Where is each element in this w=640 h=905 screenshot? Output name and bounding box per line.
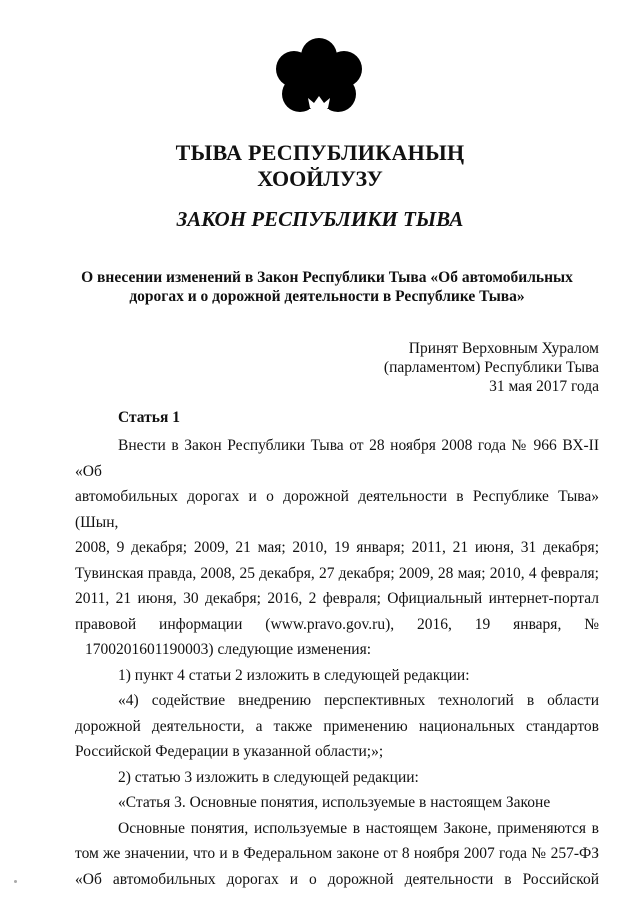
- body-line: Внести в Закон Республики Тыва от 28 ноября 2008 года № 966 ВХ-II «Об: [75, 437, 599, 480]
- body-line: Российской Федерации в указанной области;»;: [75, 743, 384, 760]
- header-line-2: ХООЙЛУЗУ: [257, 166, 383, 191]
- body-line: 1700201601190003) следующие изменения:: [85, 641, 372, 658]
- subject-line-1: О внесении изменений в Закон Республики Тыва «Об автомобильных: [81, 269, 573, 286]
- body-line: автомобильных дорогах и о дорожной деятельности в Республике Тыва» (Шын,: [75, 488, 599, 531]
- body-line: «Статья 3. Основные понятия, используемые в настоящем Законе: [118, 794, 551, 811]
- body-line: 1) пункт 4 статьи 2 изложить в следующей редакции:: [118, 666, 470, 684]
- subject-line-2: дорогах и о дорожной деятельности в Республике Тыва»: [129, 288, 525, 305]
- law-subject: [62, 268, 592, 306]
- adoption-note: [384, 339, 599, 396]
- body-line: 2008, 9 декабря; 2009, 21 мая; 2010, 19 января; 2011, 21 июня, 31 декабря;: [75, 539, 599, 556]
- adoption-line-2: (парламентом) Республики Тыва: [383, 359, 599, 376]
- body-line: 2011, 21 июня, 30 декабря; 2016, 2 февраля; Официальный интернет-портал: [75, 590, 599, 607]
- law-title: ЗАКОН РЕСПУБЛИКИ ТЫВА: [176, 207, 464, 231]
- article-body: [75, 433, 599, 892]
- body-line: «Об автомобильных дорогах и о дорожной деятельности в Российской: [75, 870, 599, 888]
- body-line: правовой информации (www.pravo.gov.ru), 2016, 19 января, №: [75, 615, 599, 633]
- header-line-1: ТЫВА РЕСПУБЛИКАНЫҢ: [175, 140, 465, 165]
- body-line: дорожной деятельности, а также применению национальных стандартов: [75, 717, 599, 735]
- adoption-line-1: Принят Верховным Хуралом: [408, 340, 599, 357]
- body-line: «4) содействие внедрению перспективных технологий в области: [118, 692, 599, 709]
- adoption-date: 31 мая 2017 года: [489, 378, 599, 395]
- body-line: том же значении, что и в Федеральном законе от 8 ноября 2007 года № 257-ФЗ: [75, 845, 599, 862]
- article-title: Статья 1: [118, 409, 180, 426]
- body-line: Тувинская правда, 2008, 25 декабря, 27 декабря; 2009, 28 мая; 2010, 4 февраля;: [75, 564, 599, 582]
- body-line: 2) статью 3 изложить в следующей редакции:: [118, 768, 419, 786]
- scan-speck: [14, 880, 17, 883]
- emblem-icon: [272, 36, 366, 120]
- body-line: Основные понятия, используемые в настоящем Законе, применяются в: [118, 819, 599, 837]
